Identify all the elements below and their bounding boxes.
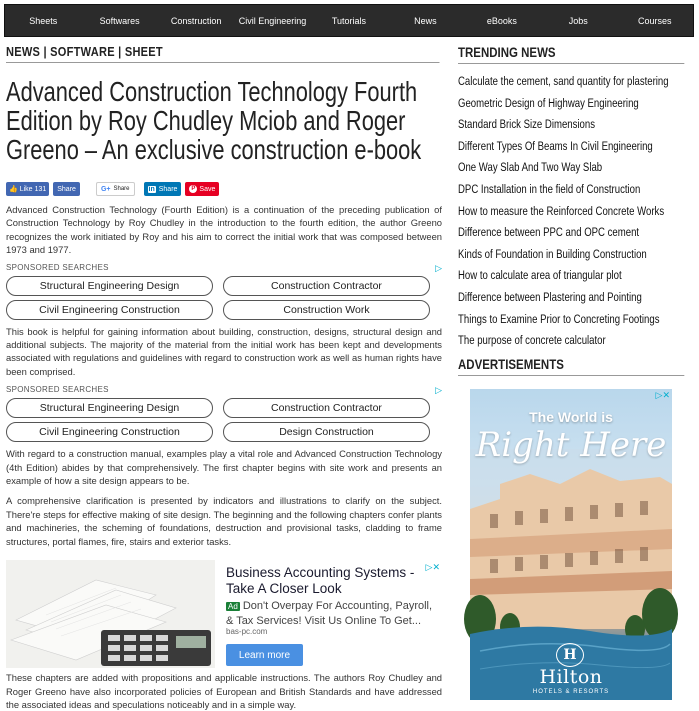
trending-link[interactable]: Calculate the cement, sand quantity for plastering <box>458 74 669 88</box>
trending-link[interactable]: Geometric Design of Highway Engineering <box>458 95 639 110</box>
nav-civil-engineering[interactable]: Civil Engineering <box>238 15 307 26</box>
adchoices-icon[interactable]: ▷ <box>435 262 442 273</box>
ad-description <box>226 599 436 628</box>
paragraph-5: These chapters are added with propositions and applicable instructions. The authors Roy Chudley and Roger Greeno have also incorporated policies of European and British Standards and have addressed the associated ideas and speculations noticeably and in a simple way. <box>6 672 442 710</box>
adchoices-icon[interactable]: ▷ <box>435 385 442 396</box>
google-share-button[interactable] <box>96 182 135 196</box>
thumbs-up-icon: 👍 <box>9 186 18 193</box>
facebook-share-button[interactable]: Share <box>53 182 80 196</box>
like-count: 131 <box>34 185 47 193</box>
sponsored-label: SPONSORED SEARCHES <box>6 385 109 395</box>
paper-stack-icon <box>6 560 215 668</box>
nav-construction[interactable]: Construction <box>170 15 222 26</box>
sponsored-pill[interactable]: Construction Contractor <box>223 276 430 296</box>
hilton-tagline-top: The World is <box>529 409 613 425</box>
linkedin-share-button[interactable] <box>144 182 182 196</box>
nav-sheets[interactable]: Sheets <box>29 15 58 26</box>
pinterest-save-button[interactable] <box>185 182 219 196</box>
paragraph-1: Advanced Construction Technology (Fourth Edition) is a continuation of the preceding publication of Construction Technology by Roy Chudley in the introduction to the fourth edition, the author Greeno recognizes the work initiated by Roy and his aim to correct the initial work that was composed between 1973 and 1977. <box>6 204 442 256</box>
like-label: Like <box>19 185 33 193</box>
ad-url[interactable]: bas-pc.com <box>226 627 268 637</box>
paragraph-2: This book is helpful for gaining information about building, construction, designs, structural design and additional subjects. The majority of the material from the initial work has been kept and developments associated with regulations and guidelines with regard to construction work as well as human rights have been comprised. <box>6 325 442 377</box>
learn-more-button[interactable]: Learn more <box>226 644 303 666</box>
paragraph-3: With regard to a construction manual, examples play a vital role and Advanced Construction Technology (4th Edition) abides by that comprehensively. The first chapter begins with site work and presents an example of how a site design appears to be. <box>6 448 442 487</box>
sponsored-searches-2 <box>6 385 442 442</box>
nav-jobs[interactable]: Jobs <box>568 15 588 26</box>
ad-close-icon[interactable]: ▷✕ <box>425 562 440 573</box>
top-nav <box>4 4 694 37</box>
nav-courses[interactable]: Courses <box>637 15 672 26</box>
sponsored-searches-1 <box>6 263 442 320</box>
trending-link[interactable]: The purpose of concrete calculator <box>458 333 606 348</box>
sponsored-pill[interactable]: Civil Engineering Construction <box>6 422 213 442</box>
article-title: Advanced Construction Technology Fourth Edition by Roy Chudley Mciob and Roger Greeno – An exclusive construction e-book <box>6 76 422 165</box>
trending-list <box>458 71 684 352</box>
trending-link[interactable]: DPC Installation in the field of Construction <box>458 181 641 196</box>
hilton-ad[interactable] <box>470 389 672 700</box>
pinterest-icon: P <box>191 186 196 192</box>
sponsored-pill[interactable]: Construction Work <box>223 300 430 320</box>
hilton-logo-icon: H <box>556 643 584 667</box>
trending-link[interactable]: How to measure the Reinforced Concrete Works <box>458 203 665 218</box>
trending-link[interactable]: Standard Brick Size Dimensions <box>458 117 596 132</box>
trending-link[interactable]: Kinds of Foundation in Building Construction <box>458 246 647 261</box>
display-ad[interactable] <box>6 560 442 670</box>
trending-link[interactable]: Difference between PPC and OPC cement <box>458 225 640 240</box>
google-icon: G+ <box>100 185 111 193</box>
trending-link[interactable]: Things to Examine Prior to Concreting Footings <box>458 311 660 326</box>
sponsored-pill[interactable]: Design Construction <box>223 422 430 442</box>
sponsored-pill[interactable]: Construction Contractor <box>223 398 430 418</box>
nav-news[interactable]: News <box>414 15 437 26</box>
trending-news-heading: TRENDING NEWS <box>458 44 684 64</box>
ad-headline[interactable]: Business Accounting Systems - Take A Closer Look <box>226 565 415 596</box>
ad-badge: Ad <box>228 602 238 612</box>
nav-tutorials[interactable]: Tutorials <box>331 15 367 26</box>
ad-close-icon[interactable]: ▷✕ <box>655 390 670 400</box>
nav-ebooks[interactable]: eBooks <box>486 15 517 26</box>
google-share-label: Share <box>113 186 130 192</box>
sponsored-pill[interactable]: Structural Engineering Design <box>6 398 213 418</box>
facebook-like-button[interactable] <box>6 182 49 196</box>
advertisements-heading: ADVERTISEMENTS <box>458 356 684 376</box>
sponsored-label: SPONSORED SEARCHES <box>6 262 109 272</box>
breadcrumb[interactable]: NEWS | SOFTWARE | SHEET <box>6 44 440 63</box>
trending-link[interactable]: How to calculate area of triangular plot <box>458 268 622 283</box>
share-bar <box>6 181 442 197</box>
trending-link[interactable]: Different Types Of Beams In Civil Engineering <box>458 138 653 153</box>
ad-image[interactable] <box>6 560 215 668</box>
hilton-subtitle: HOTELS & RESORTS <box>532 689 610 695</box>
sponsored-pill[interactable]: Civil Engineering Construction <box>6 300 213 320</box>
article <box>6 44 442 711</box>
ad-description-text: Don't Overpay For Accounting, Payroll, & Tax Services! Visit Us Online To Get... <box>226 600 433 628</box>
pinterest-save-label: Save <box>199 185 216 193</box>
linkedin-share-label: Share <box>158 185 178 193</box>
paragraph-4: A comprehensive clarification is presented by indicators and illustrations to clarify on the subject. There're steps for effective making of site design. The beginning and the following chapters confer plants and machineries, the scheming of foundations, destruction and provisional tasks, cladding to frame structures, portal flames, fire, stairs and exterior tasks. <box>6 495 442 547</box>
linkedin-icon: in <box>148 185 155 193</box>
trending-link[interactable]: One Way Slab And Two Way Slab <box>458 160 603 175</box>
sidebar <box>458 44 684 695</box>
sponsored-pill[interactable]: Structural Engineering Design <box>6 276 213 296</box>
trending-link[interactable]: Difference between Plastering and Pointing <box>458 289 642 304</box>
nav-softwares[interactable]: Softwares <box>99 15 140 26</box>
hilton-tagline-script: Right Here <box>475 425 667 465</box>
hilton-brand: Hilton <box>539 666 603 688</box>
